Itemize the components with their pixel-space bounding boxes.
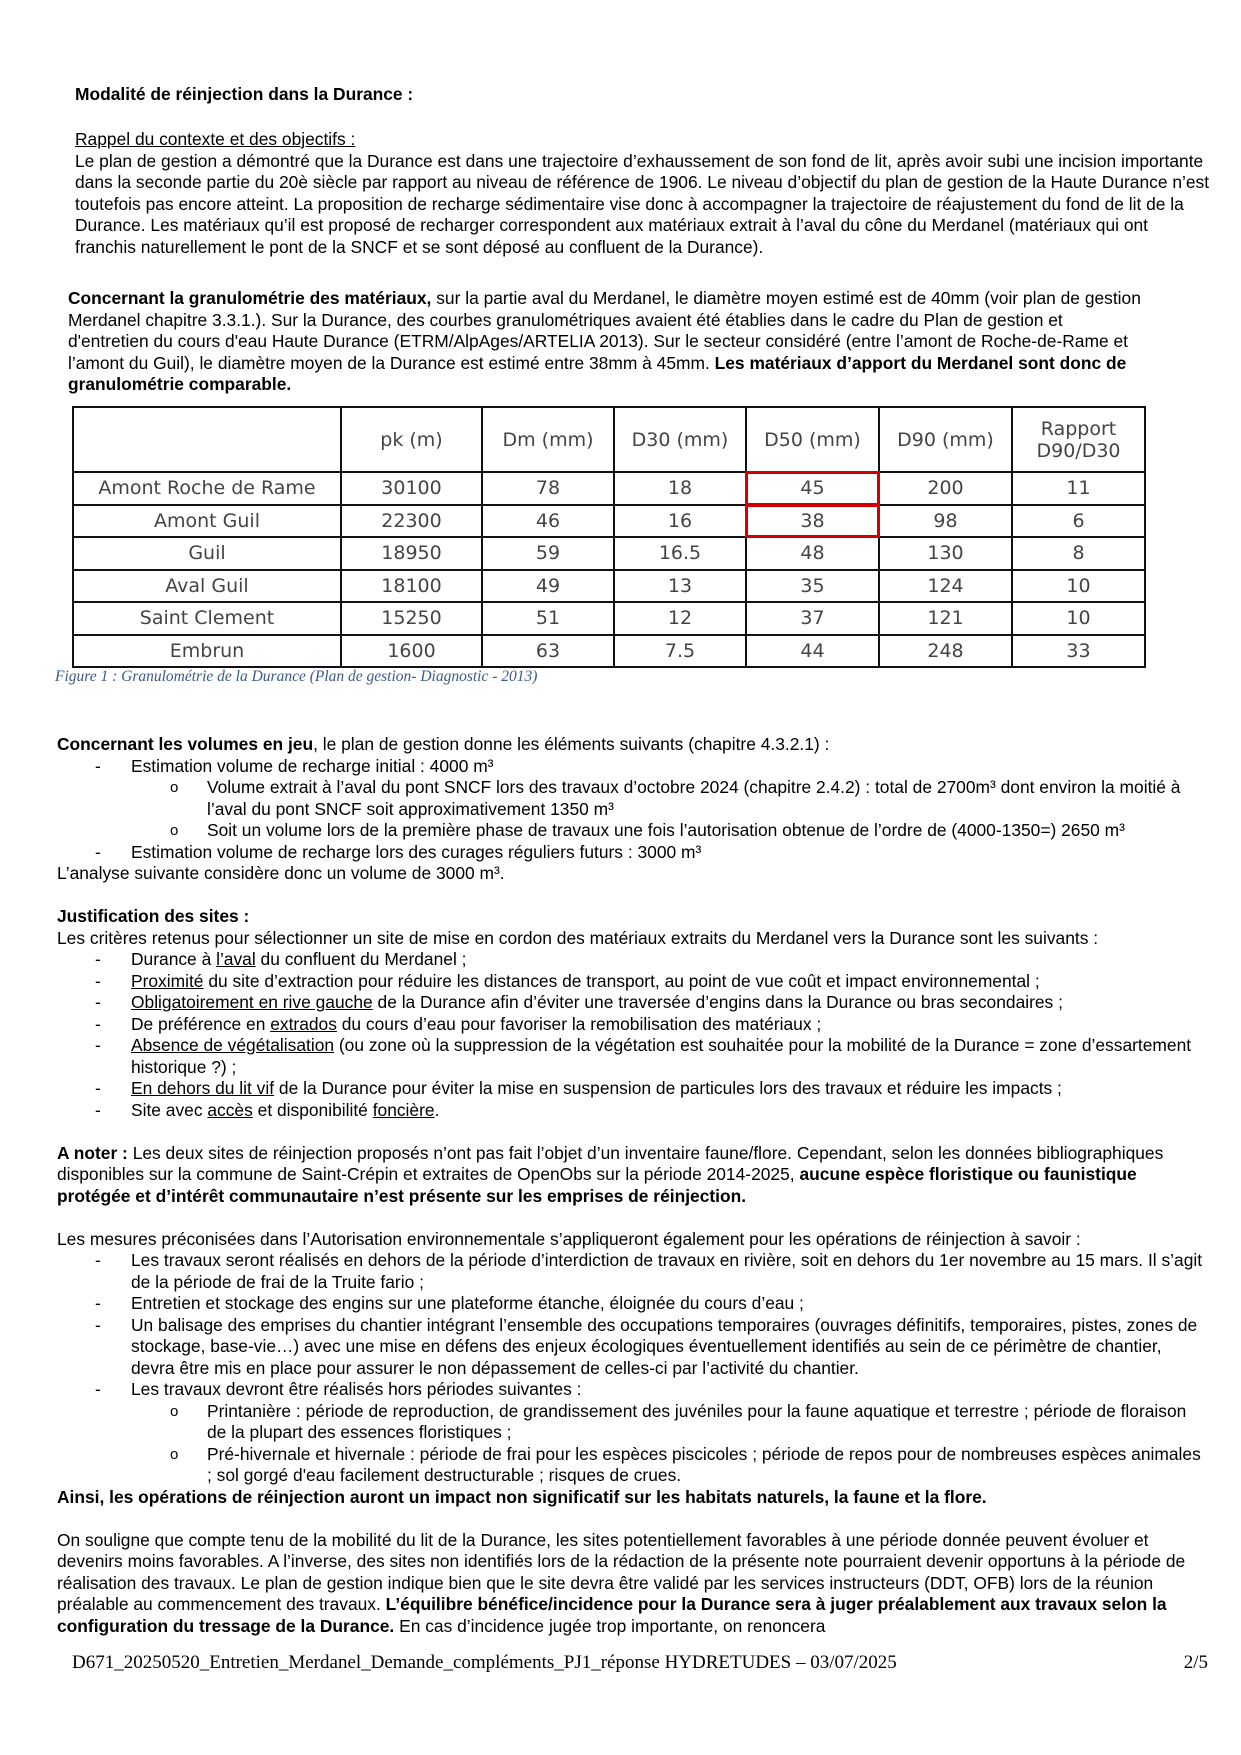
table-cell: 30100	[341, 472, 482, 505]
table-cell: 12	[614, 602, 746, 635]
table-cell: 33	[1012, 635, 1145, 668]
table-cell: 130	[879, 537, 1012, 570]
table-header-cell: Dm (mm)	[482, 407, 614, 472]
table-cell: 51	[482, 602, 614, 635]
table-row	[73, 537, 1145, 570]
granulometry-table	[72, 406, 1146, 668]
page-number: 2/5	[1183, 1652, 1208, 1673]
granulometry-paragraph	[68, 288, 1148, 396]
table-row	[73, 505, 1145, 538]
table-cell: 98	[879, 505, 1012, 538]
table-cell: 37	[746, 602, 879, 635]
table-cell: 46	[482, 505, 614, 538]
sub-list-item: o Pré-hivernale et hivernale : période de frai pour les espèces piscicoles ; période de repos pour de nombreuses espèces animales ; sol gorgé d'eau facilement destructurable ; risques de crues.	[57, 1444, 1207, 1487]
table-cell: 10	[1012, 602, 1145, 635]
figure-caption: Figure 1 : Granulométrie de la Durance (Plan de gestion- Diagnostic - 2013)	[55, 668, 538, 685]
table-cell: 7.5	[614, 635, 746, 668]
table-cell: 6	[1012, 505, 1145, 538]
highlighted-cell: 38	[746, 505, 879, 538]
list-item: - Site avec accès et disponibilité foncière.	[57, 1100, 1207, 1122]
list-item: - Proximité du site d’extraction pour réduire les distances de transport, au point de vue coût et impact environnemental ;	[57, 971, 1207, 993]
table-cell: 16.5	[614, 537, 746, 570]
table-cell: 16	[614, 505, 746, 538]
table-cell: 18	[614, 472, 746, 505]
table-header-cell	[73, 407, 341, 472]
measures-list	[57, 1250, 1207, 1487]
table-header-row	[73, 407, 1145, 472]
list-item: - Absence de végétalisation (ou zone où la suppression de la végétation est souhaitée pour la mobilité de la Durance = zone d’essartement historique ?) ;	[57, 1035, 1207, 1078]
table-cell: 49	[482, 570, 614, 603]
sub-list-item: o Volume extrait à l’aval du pont SNCF lors des travaux d’octobre 2024 (chapitre 2.4.2) : total de 2700m³ dont environ la moitié à l’aval du pont SNCF soit approximativement 1350 m³	[57, 777, 1207, 820]
table-row	[73, 570, 1145, 603]
highlighted-cell: 45	[746, 472, 879, 505]
list-item: - Obligatoirement en rive gauche de la Durance afin d’éviter une traversée d’engins dans la Durance ou bras secondaires ;	[57, 992, 1207, 1014]
table-cell: 63	[482, 635, 614, 668]
table-cell: 8	[1012, 537, 1145, 570]
context-paragraph: Le plan de gestion a démontré que la Durance est dans une trajectoire d’exhaussement de son fond de lit, après avoir subi une incision importante dans la seconde partie du 20è siècle par rapport au niveau de référence de 1906. Le niveau d’objectif du plan de gestion de la Haute Durance n’est toutefois pas encore atteint. La proposition de recharge sédimentaire vise donc à accompagner la trajectoire de réajustement du fond de lit de la Durance. Les matériaux qu’il est proposé de recharger correspondent aux matériaux extrait à l’aval du cône du Merdanel (matériaux qui ont franchis naturellement le pont de la SNCF et se sont déposé au confluent de la Durance).	[75, 150, 1210, 257]
granulometry-lead: Concernant la granulométrie des matériaux,	[68, 288, 432, 308]
table-cell: 13	[614, 570, 746, 603]
table-cell: Aval Guil	[73, 570, 341, 603]
table-cell: 248	[879, 635, 1012, 668]
table-cell: 124	[879, 570, 1012, 603]
table-cell: Guil	[73, 537, 341, 570]
table-cell: 18100	[341, 570, 482, 603]
volumes-section	[57, 734, 1207, 1637]
table-cell: 22300	[341, 505, 482, 538]
measures-intro: Les mesures préconisées dans l’Autorisation environnementale s’appliqueront également pour les opérations de réinjection à savoir :	[57, 1228, 1081, 1249]
table-cell: 48	[746, 537, 879, 570]
list-item: - Entretien et stockage des engins sur une plateforme étanche, éloignée du cours d’eau ;	[57, 1293, 1207, 1315]
granulometry-text: sur la partie aval du Merdanel, le diamètre moyen estimé est de 40mm (voir plan de gestion Merdanel chapitre 3.3.1.). Sur la Durance, des courbes granulométriques avaient été établies dans le cadre du Plan de gestion et d'entretien du cours d'eau Haute Durance (ETRM/AlpAges/ARTELIA 2013). Sur le secteur considéré (entre l’amont de Roche-de-Rame et l’amont du Guil), le diamètre moyen de la Durance est estimé entre 38mm à 45mm.	[68, 288, 1141, 373]
page-footer	[72, 1652, 1208, 1674]
table-row	[73, 602, 1145, 635]
final-paragraph: On souligne que compte tenu de la mobilité du lit de la Durance, les sites potentiellement favorables à une période donnée peuvent évoluer et devenirs moins favorables. A l’inverse, des sites non identifiés lors de la rédaction de la présente note pourraient devenir opportuns à la période de réalisation des travaux. Le plan de gestion indique bien que le site devra être validé par les services instructeurs (DDT, OFB) lors de la réunion préalable au commencement des travaux. L’équilibre bénéfice/incidence pour la Durance sera à juger préalablement aux travaux selon la configuration du tressage de la Durance. En cas d’incidence jugée trop importante, on renoncera	[57, 1529, 1186, 1636]
table-cell: 18950	[341, 537, 482, 570]
table-cell: 35	[746, 570, 879, 603]
volumes-lead: Concernant les volumes en jeu	[57, 734, 314, 754]
measures-conclusion: Ainsi, les opérations de réinjection auront un impact non significatif sur les habitats naturels, la faune et la flore.	[57, 1486, 987, 1507]
sites-intro: Les critères retenus pour sélectionner un site de mise en cordon des matériaux extraits du Merdanel vers la Durance sont les suivants :	[57, 927, 1099, 948]
table-header-cell: D50 (mm)	[746, 407, 879, 472]
list-item: - Les travaux devront être réalisés hors périodes suivantes : o Printanière : période de reproduction, de grandissement des juvéniles pour la faune aquatique et terrestre ; période de floraison de la plupart des essences floristiques ; o Pré-hivernale et hivernale : période de frai pour les espèces piscicoles ; période de repos pour de nombreuses espèces animales ; sol gorgé d'eau facilement destructurable ; risques de crues.	[57, 1379, 1207, 1487]
list-item: - Un balisage des emprises du chantier intégrant l’ensemble des occupations temporaires (ouvrages définitifs, temporaires, pistes, zones de stockage, base-vie…) avec une mise en défens des enjeux écologiques éventuellement identifiés au sein de ce périmètre de chantier, devra être mis en place pour assurer le non dépassement de celles-ci par l’activité du chantier.	[57, 1315, 1207, 1380]
table-cell: 1600	[341, 635, 482, 668]
table-cell: 59	[482, 537, 614, 570]
table-header-cell: Rapport D90/D30	[1012, 407, 1145, 472]
table-cell: Amont Guil	[73, 505, 341, 538]
table-header-cell: D30 (mm)	[614, 407, 746, 472]
note-paragraph: A noter : Les deux sites de réinjection proposés n’ont pas fait l’objet d’un inventaire faune/flore. Cependant, selon les données bibliographiques disponibles sur la commune de Saint-Crépin et extraites de OpenObs sur la période 2014-2025, aucune espèce floristique ou faunistique protégée et d’intérêt communautaire n’est présente sur les emprises de réinjection.	[57, 1142, 1164, 1206]
list-item: - En dehors du lit vif de la Durance pour éviter la mise en suspension de particules lors des travaux et réduire les impacts ;	[57, 1078, 1207, 1100]
list-item: - Estimation volume de recharge lors des curages réguliers futurs : 3000 m³	[57, 842, 1207, 864]
table-cell: Embrun	[73, 635, 341, 668]
context-section	[75, 129, 1210, 258]
table-cell: Saint Clement	[73, 602, 341, 635]
criteria-list	[57, 949, 1207, 1121]
table-header-cell: D90 (mm)	[879, 407, 1012, 472]
list-item: - De préférence en extrados du cours d’eau pour favoriser la remobilisation des matériaux ;	[57, 1014, 1207, 1036]
table-cell: 10	[1012, 570, 1145, 603]
table-row	[73, 635, 1145, 668]
table-cell: 44	[746, 635, 879, 668]
table-cell: 121	[879, 602, 1012, 635]
table-cell: 15250	[341, 602, 482, 635]
sub-list-item: o Soit un volume lors de la première phase de travaux une fois l’autorisation obtenue de l’ordre de (4000-1350=) 2650 m³	[57, 820, 1207, 842]
table-row	[73, 472, 1145, 505]
table-header-cell: pk (m)	[341, 407, 482, 472]
table-cell: Amont Roche de Rame	[73, 472, 341, 505]
table-cell: 11	[1012, 472, 1145, 505]
sites-heading: Justification des sites :	[57, 906, 250, 926]
section-title: Modalité de réinjection dans la Durance :	[75, 84, 414, 104]
granulometry-conclusion: Les matériaux d’apport du Merdanel sont donc de granulométrie comparable.	[68, 352, 1127, 394]
list-item: - Les travaux seront réalisés en dehors de la période d’interdiction de travaux en rivière, soit en dehors du 1er novembre au 15 mars. Il s’agit de la période de frai de la Truite fario ;	[57, 1250, 1207, 1293]
list-item: - Estimation volume de recharge initial : 4000 m³ o Volume extrait à l’aval du pont SNCF lors des travaux d’octobre 2024 (chapitre 2.4.2) : total de 2700m³ dont environ la moitié à l’aval du pont SNCF soit approximativement 1350 m³ o Soit un volume lors de la première phase de travaux une fois l’autorisation obtenue de l’ordre de (4000-1350=) 2650 m³	[57, 756, 1207, 842]
volumes-text: , le plan de gestion donne les éléments suivants (chapitre 4.3.2.1) :	[313, 734, 830, 754]
footer-document-reference: D671_20250520_Entretien_Merdanel_Demande_compléments_PJ1_réponse HYDRETUDES – 03/07/2025	[72, 1652, 897, 1673]
context-heading: Rappel du contexte et des objectifs :	[75, 129, 356, 149]
sub-list-item: o Printanière : période de reproduction, de grandissement des juvéniles pour la faune aquatique et terrestre ; période de floraison de la plupart des essences floristiques ;	[57, 1401, 1207, 1444]
table-cell: 200	[879, 472, 1012, 505]
volumes-conclusion: L’analyse suivante considère donc un volume de 3000 m³.	[57, 863, 505, 883]
list-item: - Durance à l’aval du confluent du Merdanel ;	[57, 949, 1207, 971]
table-cell: 78	[482, 472, 614, 505]
